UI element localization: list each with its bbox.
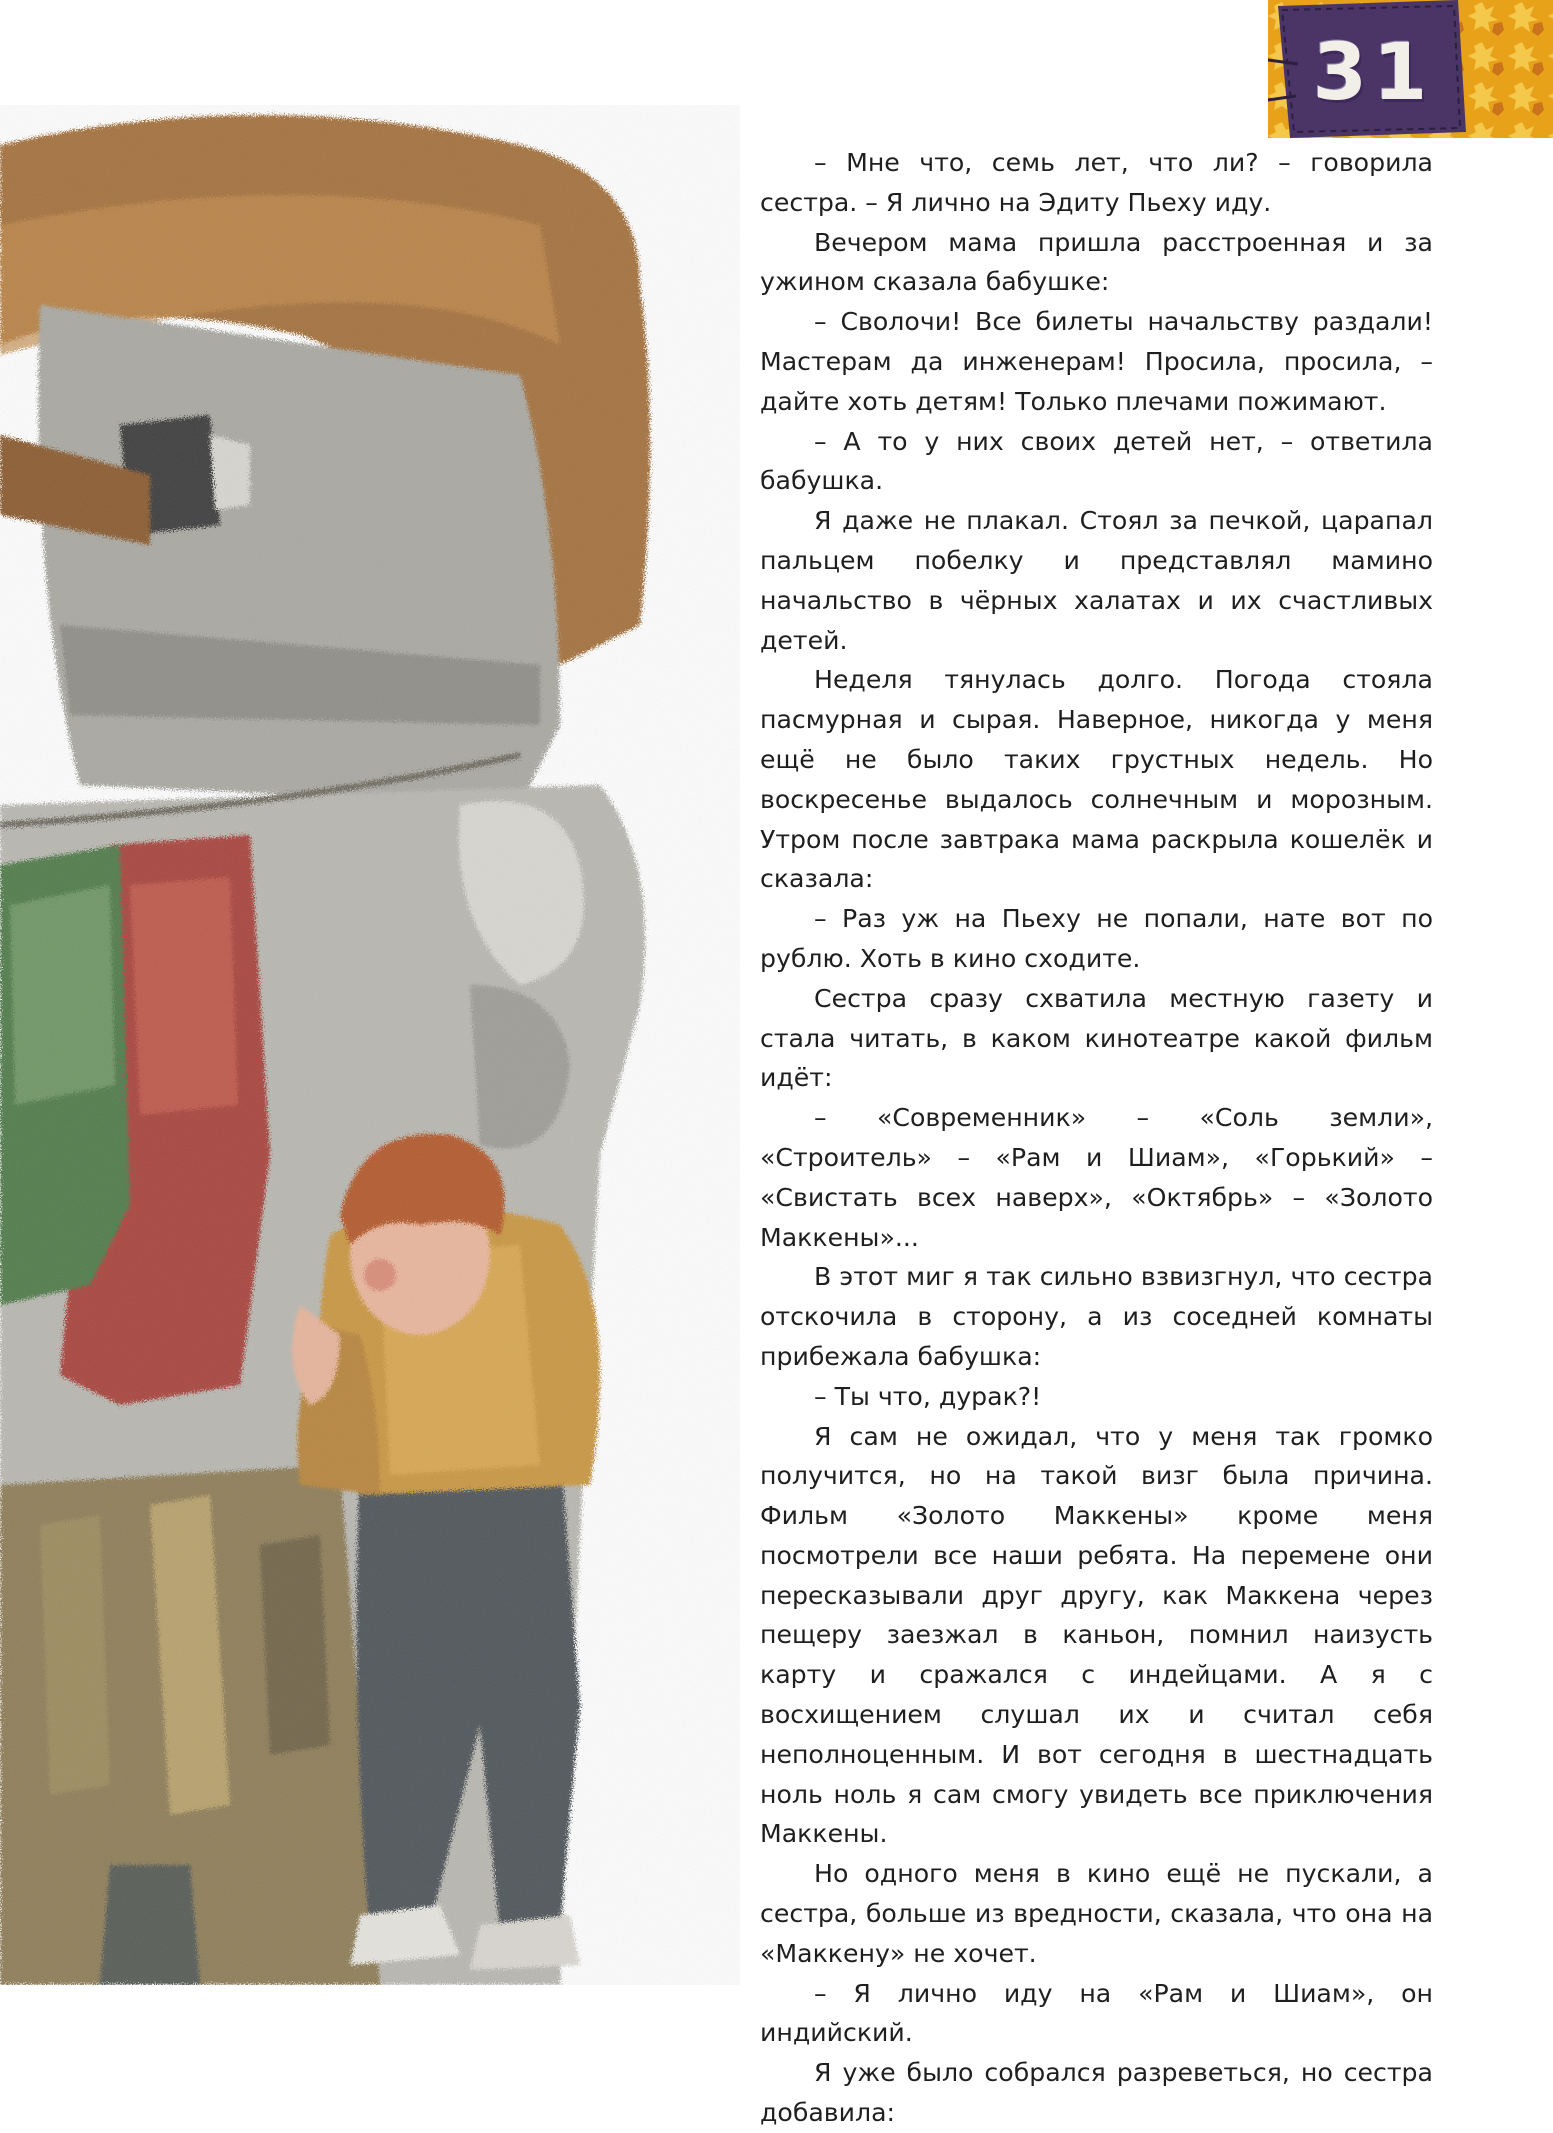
paragraph: – Раз уж на Пьеху не попали, нате вот по рублю. Хоть в кино сходите. — [760, 904, 1433, 973]
paragraph: – Я лично иду на «Рам и Шиам», он индийский. — [760, 1978, 1433, 2048]
paragraph: – А то у них своих детей нет, – ответила бабушка. — [760, 426, 1433, 496]
boy-by-stove-illustration — [0, 105, 740, 1985]
paragraph: Вечером мама пришла расстроенная и за ужином сказала бабушке: — [760, 227, 1433, 297]
page-number: 31 — [1312, 28, 1434, 118]
paragraph: Я даже не плакал. Стоял за печкой, царапал пальцем побелку и представлял мамино начальство в чёрных халатах и их счастливых детей. — [760, 506, 1433, 655]
paragraph: В этот миг я так сильно взвизгнул, что сестра отскочила в сторону, а из соседней комнаты прибежала бабушка: — [760, 1262, 1433, 1371]
paragraph: – Сволочи! Все билеты начальству раздали! Мастерам да инженерам! Просила, просила, – дайте хоть детям! Только плечами пожимают. — [760, 307, 1433, 416]
paragraph: Я сам не ожидал, что у меня так громко получится, но на такой визг была причина. Фильм «Золото Маккены» кроме меня посмотрели все наши ребята. На перемене они пересказывали друг другу, как Маккена через пещеру заезжал в каньон, помнил наизусть карту и сражался с индейцами. А я с восхищением слушал их и считал себя неполноценным. И вот сегодня в шестнадцать ноль ноль я сам смогу увидеть все приключения Маккены. — [760, 1421, 1433, 1849]
paragraph: Неделя тянулась долго. Погода стояла пасмурная и сырая. Наверное, никогда у меня ещё не было таких грустных недель. Но воскресенье выдалось солнечным и морозным. Утром после завтрака мама раскрыла кошелёк и сказала: — [760, 665, 1433, 894]
paragraph: – Мне что, семь лет, что ли? – говорила сестра. – Я лично на Эдиту Пьеху иду. — [760, 148, 1433, 217]
paragraph: Но одного меня в кино ещё не пускали, а сестра, больше из вредности, сказала, что она на «Маккену» не хочет. — [760, 1859, 1433, 1968]
illustration-svg — [0, 105, 740, 1985]
paragraph: – Ты что, дурак?! — [814, 1381, 1042, 1411]
paragraph: Я уже было собрался разреветься, но сестра добавила: — [760, 2058, 1433, 2128]
paragraph: – «Современник» – «Соль земли», «Строитель» – «Рам и Шиам», «Горький» – «Свистать всех наверх», «Октябрь» – «Золото Маккены»... — [760, 1103, 1433, 1252]
page-number-badge — [1268, 0, 1553, 138]
paragraph: Сестра сразу схватила местную газету и стала читать, в каком кинотеатре какой фильм идёт: — [760, 983, 1433, 1093]
story-text — [760, 143, 1433, 2128]
